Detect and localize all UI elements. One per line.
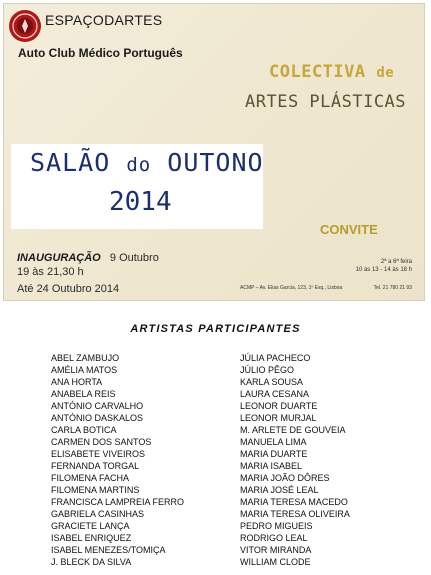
- inauguration-line: [17, 252, 159, 264]
- artist-name: ABEL ZAMBUJO: [51, 353, 120, 363]
- artist-name: LEONOR DUARTE: [240, 401, 318, 411]
- artist-name: ISABEL MENEZES/TOMIÇA: [51, 545, 166, 555]
- artist-name: ANTÓNIO CARVALHO: [51, 401, 144, 411]
- artist-name: MARIA DUARTE: [240, 449, 308, 459]
- colectiva-de: de: [376, 65, 395, 81]
- club-name: Auto Club Médico Português: [18, 46, 183, 60]
- outono-word: OUTONO: [167, 148, 264, 177]
- artist-name: J. BLECK DA SILVA: [51, 557, 132, 567]
- artist-name: PEDRO MIGUEIS: [240, 521, 313, 531]
- event-year: 2014: [109, 187, 172, 217]
- invitation-card: [3, 3, 425, 301]
- artist-name: JÚLIA PACHECO: [240, 353, 311, 363]
- artist-name: ISABEL ENRIQUEZ: [51, 533, 132, 543]
- artists-heading: ARTISTAS PARTICIPANTES: [130, 323, 301, 335]
- artist-name: KARLA SOUSA: [240, 377, 304, 387]
- venue-address: ACMP – Av. Elias Garcia, 123, 1º Esq., Lisboa: [240, 285, 343, 291]
- artist-name: ANABELA REIS: [51, 389, 116, 399]
- artist-name: MARIA JOÃO DÔRES: [240, 473, 330, 483]
- inauguration-date: 9 Outubro: [109, 252, 159, 264]
- brand-name: ESPAÇODARTES: [45, 12, 163, 28]
- artist-name: MANUELA LIMA: [240, 437, 307, 447]
- colectiva-word: COLECTIVA: [269, 62, 366, 82]
- artists-list-left: [51, 352, 184, 568]
- end-date: Até 24 Outubro 2014: [17, 283, 120, 295]
- inauguration-label: INAUGURAÇÃO: [17, 252, 101, 264]
- artist-name: VITOR MIRANDA: [240, 545, 312, 555]
- artist-name: LEONOR MURJAL: [240, 413, 317, 423]
- artist-name: FERNANDA TORGAL: [51, 461, 140, 471]
- artist-name: FRANCISCA LAMPREIA FERRO: [51, 497, 185, 507]
- artist-name: ANTÓNIO DASKALOS: [51, 413, 144, 423]
- artist-name: CARMEN DOS SANTOS: [51, 437, 152, 447]
- artist-name: MARIA JOSÉ LEAL: [240, 485, 319, 495]
- inauguration-hours: 19 às 21,30 h: [17, 266, 84, 278]
- artist-name: LAURA CESANA: [240, 389, 310, 399]
- artist-name: CARLA BOTICA: [51, 425, 117, 435]
- artist-name: MARIA ISABEL: [240, 461, 303, 471]
- venue-phone: Tel. 21 780 21 93: [373, 285, 412, 291]
- artist-name: JÚLIO PÊGO: [240, 365, 295, 375]
- artist-name: AMÉLIA MATOS: [51, 365, 118, 375]
- salao-word: SALÃO: [30, 148, 111, 177]
- artist-name: ELISABETE VIVEIROS: [51, 449, 146, 459]
- opening-days: 2ª a 6ª feira: [380, 259, 412, 265]
- artist-name: MARIA TERESA MACEDO: [240, 497, 348, 507]
- artists-list-right: [240, 352, 350, 568]
- artes-title: ARTES PLÁSTICAS: [245, 92, 407, 112]
- artist-name: MARIA TERESA OLIVEIRA: [240, 509, 350, 519]
- artist-name: FILOMENA FACHA: [51, 473, 130, 483]
- convite-label: CONVITE: [320, 222, 378, 237]
- club-logo-icon: [8, 9, 42, 43]
- colectiva-title: [269, 62, 394, 82]
- artist-name: ANA HORTA: [51, 377, 103, 387]
- artist-name: RODRIGO LEAL: [240, 533, 308, 543]
- artist-name: FILOMENA MARTINS: [51, 485, 140, 495]
- artist-name: GABRIELA CASINHAS: [51, 509, 145, 519]
- opening-schedule: [356, 258, 412, 274]
- artist-name: WILLIAM CLODE: [240, 557, 311, 567]
- artist-name: M. ARLETE DE GOUVEIA: [240, 425, 346, 435]
- artist-name: GRACIETE LANÇA: [51, 521, 130, 531]
- salao-title: [30, 148, 264, 177]
- salao-do: do: [126, 154, 152, 176]
- opening-times: 10 às 13 - 14 às 18 h: [355, 267, 412, 273]
